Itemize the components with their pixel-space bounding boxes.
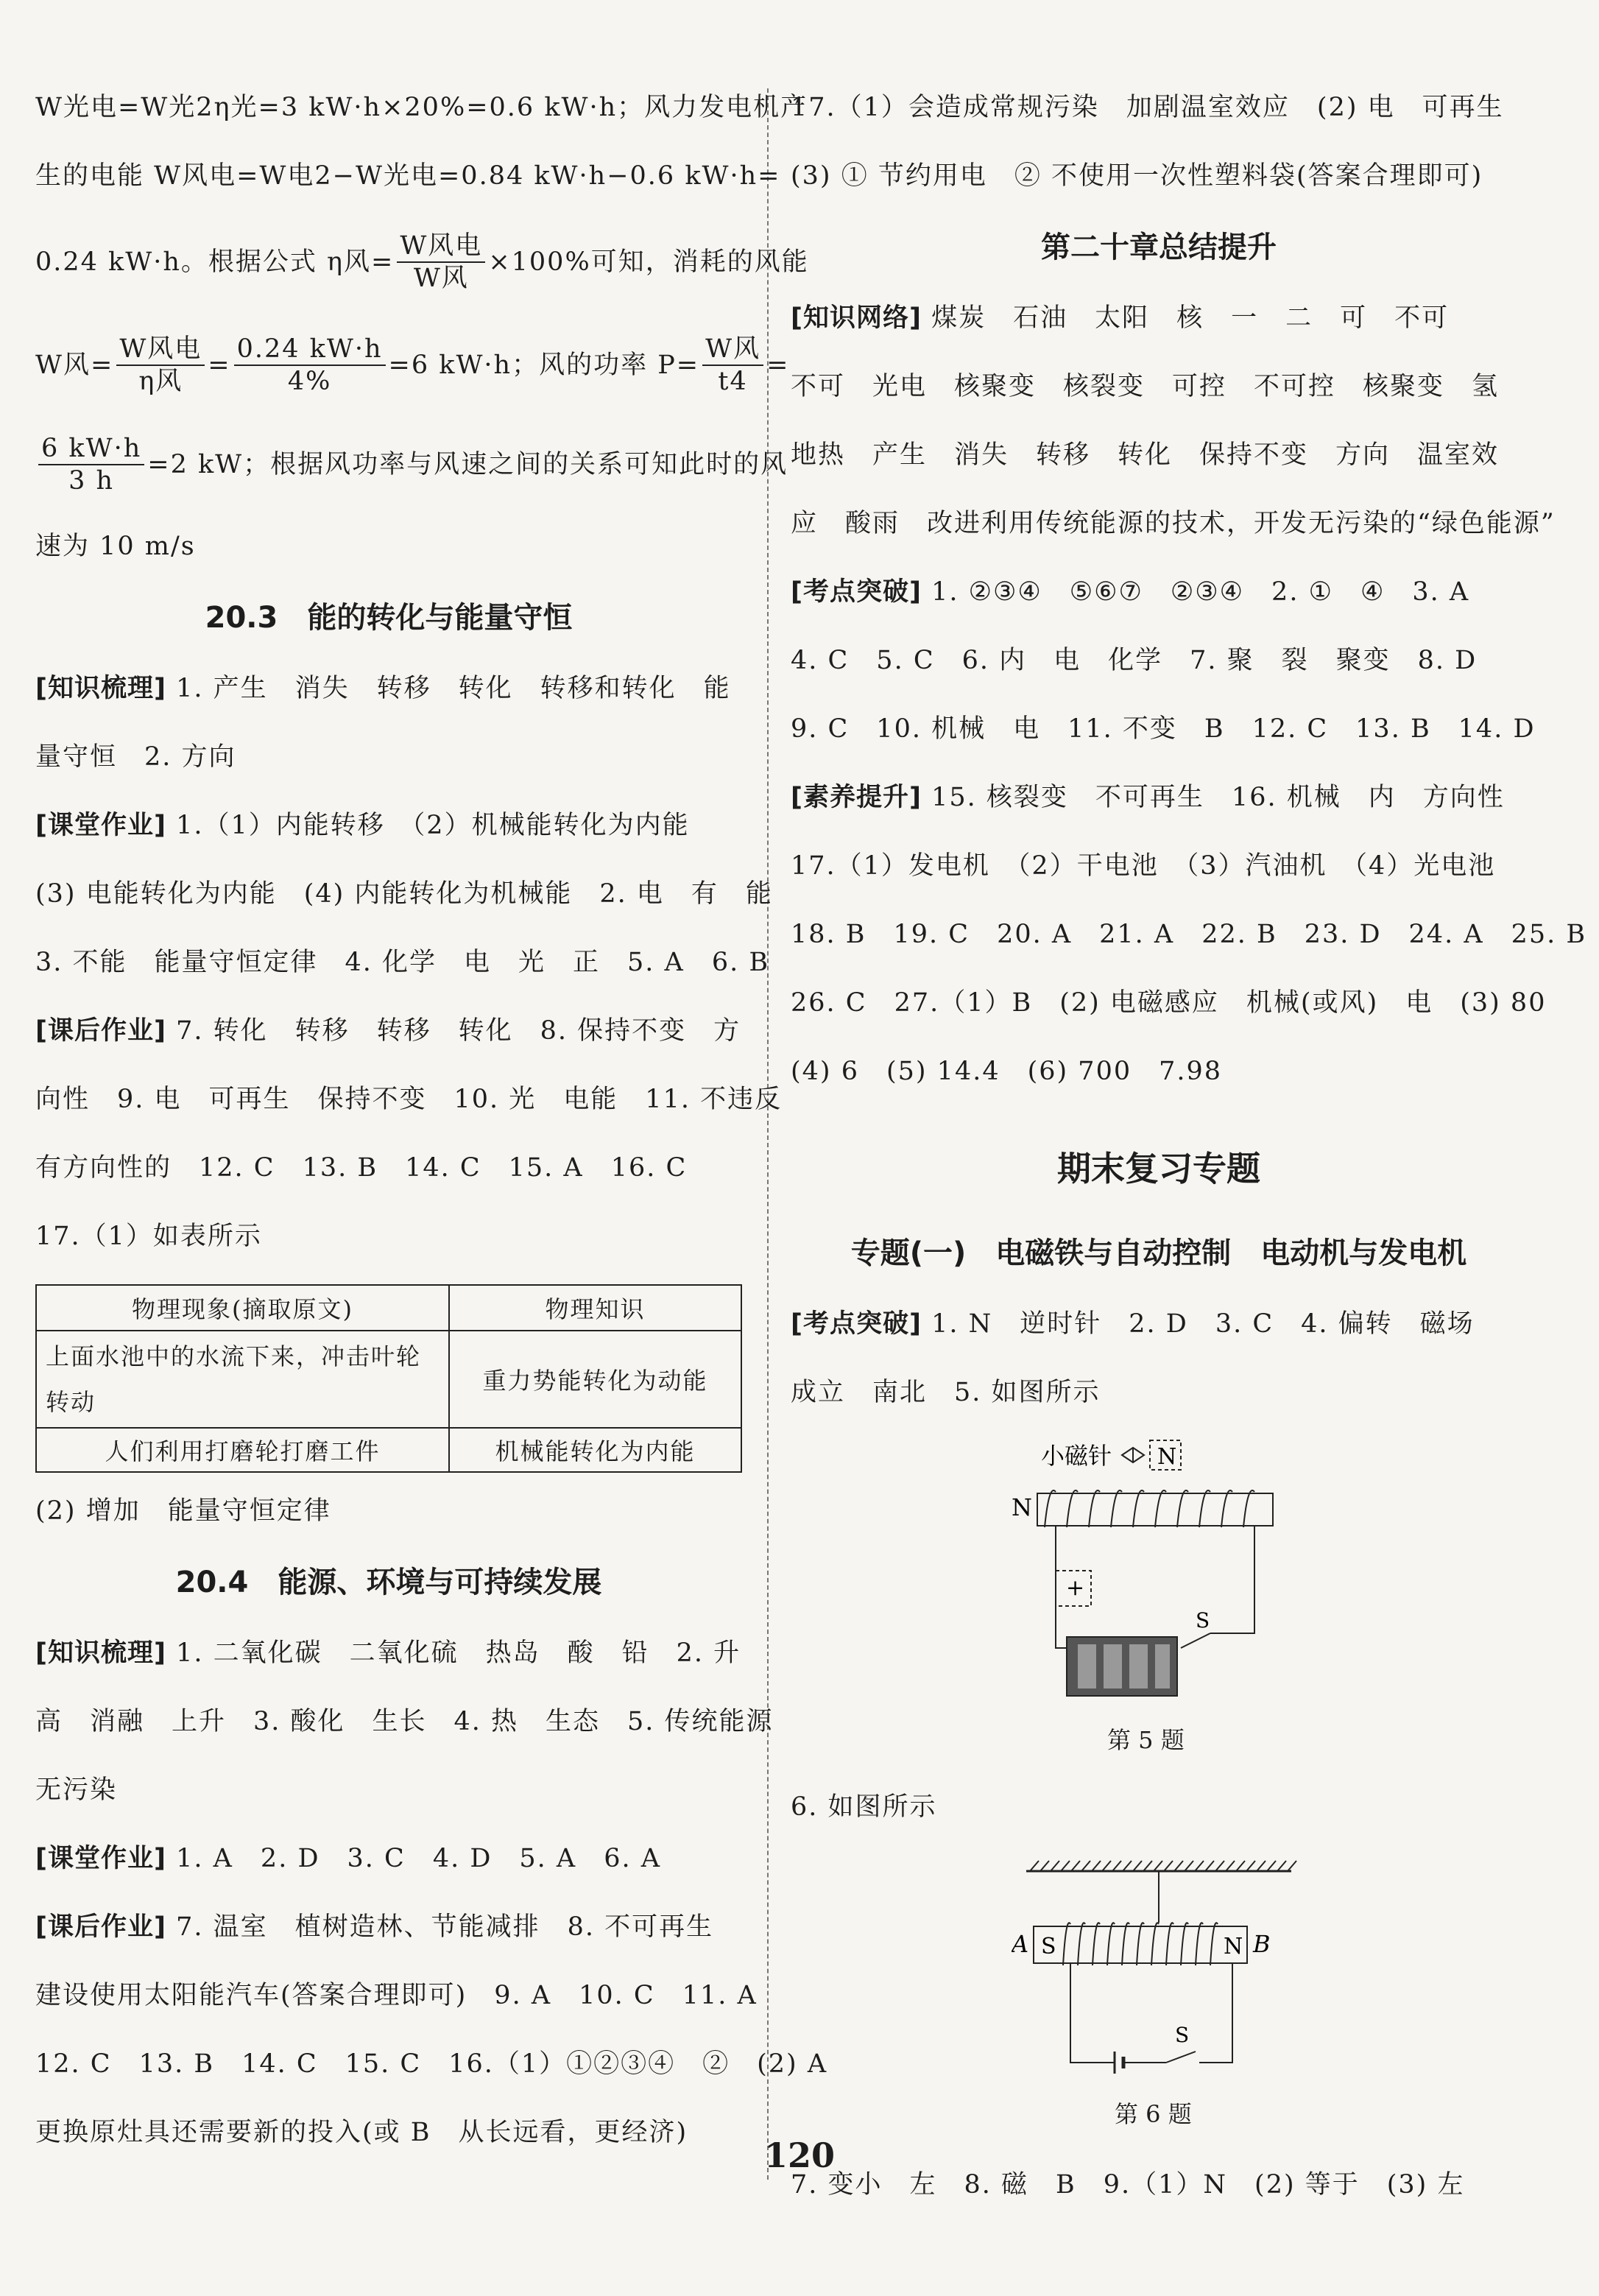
text-line (791, 1290, 1527, 1359)
right-line: 17.（1）会造成常规污染 加剧温室效应 (2) 电 可再生 (791, 93, 1504, 122)
fraction-last (38, 433, 144, 496)
text-line (35, 1202, 742, 1271)
hatch-mark (1257, 1861, 1266, 1871)
answer-text: 9. C 10. 机械 电 11. 不变 B 12. C 13. B 14. D (791, 714, 1536, 744)
battery-cell (1129, 1644, 1148, 1688)
text-line (791, 764, 1527, 832)
text-line (35, 1825, 742, 1893)
calc-text: = (208, 351, 231, 380)
answer-text: 7. 温室 植树造林、节能减排 8. 不可再生 (176, 1912, 714, 1942)
table-cell: 机械能转化为内能 (449, 1428, 741, 1472)
coil-turn (1177, 1490, 1188, 1527)
coil-pole: N (1012, 1493, 1032, 1521)
coil-turn (1089, 1490, 1100, 1527)
answer-text: 成立 南北 5. 如图所示 (791, 1378, 1101, 1407)
section-title-20-3: 20.3 能的转化与能量守恒 (205, 601, 573, 635)
text-line (35, 1134, 742, 1202)
text-line (35, 1962, 758, 2030)
text-line (791, 490, 1556, 558)
text-line (791, 832, 1527, 901)
calc-text: W风= (35, 351, 114, 380)
calc-line-6: 速为 10 m/s (35, 532, 196, 561)
fraction-w2 (234, 334, 386, 397)
text-line (35, 997, 742, 1066)
figure-5-caption: 第 5 题 (1107, 1726, 1185, 1754)
after-table-line: (2) 增加 能量守恒定律 (35, 1496, 331, 1526)
hatch-mark (1061, 1861, 1070, 1871)
table-header: 物理知识 (449, 1285, 741, 1331)
hatch-mark (1195, 1861, 1204, 1871)
coil-turn (1210, 1923, 1218, 1965)
text-line (35, 929, 770, 997)
text-line (35, 723, 742, 792)
wire-right (1210, 1526, 1254, 1633)
answer-text: 3. 不能 能量守恒定律 4. 化学 电 光 正 5. A 6. B (35, 948, 770, 977)
text-line (791, 558, 1527, 627)
hatch-mark (1226, 1861, 1235, 1871)
hatch-mark (1051, 1861, 1059, 1871)
answer-text: 1.（1）内能转移 （2）机械能转化为内能 (176, 811, 690, 840)
section-tag: [知识梳理] (35, 674, 166, 703)
terminal-sign: + (1066, 1575, 1085, 1601)
frac-num: 6 kW·h (38, 433, 144, 465)
coil-turn (1155, 1490, 1166, 1527)
needle-pole: N (1157, 1444, 1177, 1470)
hatch-mark (1288, 1861, 1296, 1871)
hatch-mark (1215, 1861, 1224, 1871)
text-line (791, 627, 1527, 695)
hatch-mark (1277, 1861, 1286, 1871)
calc-line-4 (35, 314, 790, 417)
battery-cell (1155, 1644, 1170, 1688)
answer-text: 更换原灶具还需要新的投入(或 B 从长远看，更经济) (35, 2118, 688, 2147)
wire-left (1070, 1963, 1115, 2063)
left-end-label: A (1012, 1930, 1029, 1958)
coil-turn (1111, 1490, 1122, 1527)
section-tag: [课堂作业] (35, 811, 166, 840)
text-line (791, 901, 1587, 969)
page-number: 120 (763, 2135, 836, 2175)
text-line (35, 860, 773, 929)
topic-1-body (791, 1290, 1527, 1427)
calc-text: =2 kW；根据风功率与风速之间的关系可知此时的风 (147, 450, 788, 479)
text-line (791, 1359, 1527, 1427)
coil-turn (1063, 1923, 1070, 1965)
section-tag: [课后作业] (35, 1016, 166, 1046)
coil-turn (1221, 1490, 1232, 1527)
ceiling-hatch (1030, 1861, 1296, 1871)
left-pole: S (1041, 1934, 1056, 1959)
right-line: (3) ① 节约用电 ② 不使用一次性塑料袋(答案合理即可) (791, 161, 1483, 191)
text-line (35, 2030, 828, 2099)
hatch-mark (1081, 1861, 1090, 1871)
hatch-mark (1030, 1861, 1039, 1871)
fraction-p (702, 334, 763, 397)
text-line (791, 1038, 1527, 1106)
section-tag: [考点突破] (791, 1309, 922, 1339)
text-line (791, 421, 1527, 490)
switch-label: S (1196, 1608, 1210, 1633)
right-end-label: B (1253, 1930, 1271, 1958)
frac-num: W风电 (116, 334, 205, 366)
answer-text: 1. A 2. D 3. C 4. D 5. A 6. A (176, 1844, 661, 1873)
table-cell: 上面水池中的水流下来，冲击叶轮转动 (36, 1331, 449, 1428)
figure-5-diagram (1012, 1434, 1306, 1722)
answer-text: 7. 转化 转移 转移 转化 8. 保持不变 方 (176, 1016, 741, 1046)
text-line (791, 695, 1536, 764)
hatch-mark (1236, 1861, 1245, 1871)
figure-6-intro: 6. 如图所示 (791, 1792, 937, 1822)
text-line (35, 1688, 774, 1756)
chapter-summary-title: 第二十章总结提升 (1041, 230, 1277, 264)
section-tag: [素养提升] (791, 783, 922, 812)
hatch-mark (1123, 1861, 1132, 1871)
coil-turn (1067, 1490, 1078, 1527)
answer-text: 地热 产生 消失 转移 转化 保持不变 方向 温室效 (791, 440, 1500, 470)
answer-text: 量守恒 2. 方向 (35, 742, 236, 772)
calc-line-3 (35, 211, 809, 314)
switch-blade (1166, 2052, 1196, 2063)
answer-text: 1. ②③④ ⑤⑥⑦ ②③④ 2. ① ④ 3. A (931, 577, 1470, 607)
section-20-3-body (35, 655, 783, 1271)
text-line (35, 1893, 742, 1962)
fraction-w1 (116, 334, 205, 397)
coil-turn (1181, 1923, 1188, 1965)
frac-num: 0.24 kW·h (234, 334, 386, 366)
fraction-eta (397, 230, 485, 294)
text-line (791, 284, 1527, 353)
frac-den: η风 (138, 367, 183, 396)
hatch-mark (1112, 1861, 1121, 1871)
frac-den: W风 (413, 264, 469, 293)
chapter-summary-body (791, 284, 1587, 1106)
coil-turn (1122, 1923, 1129, 1965)
topic-1-title: 专题(一) 电磁铁与自动控制 电动机与发电机 (850, 1236, 1467, 1270)
coil-turn (1107, 1923, 1115, 1965)
final-review-title: 期末复习专题 (1057, 1149, 1260, 1189)
answer-text: 有方向性的 12. C 13. B 14. C 15. A 16. C (35, 1153, 688, 1183)
answer-text: 1. 二氧化碳 二氧化硫 热岛 酸 铅 2. 升 (176, 1638, 741, 1668)
table-wrap (35, 1271, 742, 1477)
answer-text: 1. N 逆时针 2. D 3. C 4. 偏转 磁场 (931, 1309, 1475, 1339)
coil-turn (1078, 1923, 1085, 1965)
coil-turn (1243, 1490, 1254, 1527)
coil-turn (1137, 1923, 1144, 1965)
hatch-mark (1164, 1861, 1173, 1871)
answer-text: 12. C 13. B 14. C 15. C 16.（1）①②③④ ② (2) A (35, 2049, 828, 2079)
text-line (791, 969, 1547, 1038)
hatch-mark (1092, 1861, 1101, 1871)
frac-den: t4 (718, 367, 748, 396)
frac-den: 4% (287, 367, 332, 396)
right-bottom-line: 7. 变小 左 8. 磁 B 9.（1）N (2) 等于 (3) 左 (791, 2170, 1465, 2200)
answer-text: 不可 光电 核聚变 核裂变 可控 不可控 核聚变 氢 (791, 372, 1500, 401)
answer-text: 应 酸雨 改进利用传统能源的技术，开发无污染的“绿色能源” (791, 509, 1556, 538)
hatch-mark (1154, 1861, 1162, 1871)
hatch-mark (1246, 1861, 1255, 1871)
hatch-mark (1174, 1861, 1183, 1871)
coil-windings (1045, 1490, 1254, 1527)
answer-text: 17.（1）发电机 （2）干电池 （3）汽油机 （4）光电池 (791, 851, 1496, 881)
battery-cell (1104, 1644, 1122, 1688)
answer-text: 17.（1）如表所示 (35, 1222, 262, 1251)
answer-text: 无污染 (35, 1775, 118, 1805)
switch-label: S (1175, 2023, 1190, 2047)
calc-text: = (766, 351, 790, 380)
answer-text: 高 消融 上升 3. 酸化 生长 4. 热 生态 5. 传统能源 (35, 1707, 774, 1736)
section-tag: [知识梳理] (35, 1638, 166, 1668)
text-line (791, 353, 1527, 421)
calc-text: 0.24 kW·h。根据公式 η风= (35, 247, 395, 277)
answer-text: 1. 产生 消失 转移 转化 转移和转化 能 (176, 674, 731, 703)
wire-left (1056, 1526, 1067, 1648)
hatch-mark (1133, 1861, 1142, 1871)
right-pole: N (1224, 1934, 1243, 1959)
coil-windings (1063, 1923, 1218, 1965)
answer-text: 向性 9. 电 可再生 保持不变 10. 光 电能 11. 不违反 (35, 1085, 783, 1114)
hatch-mark (1102, 1861, 1111, 1871)
figure-6 (791, 1842, 1527, 2151)
physics-table (35, 1284, 742, 1473)
answer-text: 建设使用太阳能汽车(答案合理即可) 9. A 10. C 11. A (35, 1981, 758, 2010)
figure-5 (791, 1427, 1527, 1773)
calc-line-1: W光电=W光2η光=3 kW·h×20%=0.6 kW·h；风力发电机产 (35, 93, 808, 122)
hatch-mark (1205, 1861, 1214, 1871)
table-cell: 人们利用打磨轮打磨工件 (36, 1428, 449, 1472)
right-column (791, 74, 1587, 2219)
answer-text: (4) 6 (5) 14.4 (6) 700 7.98 (791, 1057, 1223, 1086)
hatch-mark (1267, 1861, 1276, 1871)
column-divider (767, 88, 769, 2180)
hatch-mark (1185, 1861, 1193, 1871)
hatch-mark (1143, 1861, 1152, 1871)
text-line (35, 1619, 742, 1688)
frac-num: W风 (702, 334, 763, 366)
text-line (35, 792, 742, 860)
coil-turn (1151, 1923, 1159, 1965)
answer-text: 煤炭 石油 太阳 核 一 二 可 不可 (931, 303, 1450, 333)
answer-text: 15. 核裂变 不可再生 16. 机械 内 方向性 (931, 783, 1505, 812)
answer-text: 18. B 19. C 20. A 21. A 22. B 23. D 24. A 25. B (791, 920, 1587, 949)
table-cell: 重力势能转化为动能 (449, 1331, 741, 1428)
coil-turn (1045, 1490, 1056, 1527)
coil-turn (1199, 1490, 1210, 1527)
figure-6-caption: 第 6 题 (1115, 2100, 1192, 2128)
coil-turn (1093, 1923, 1100, 1965)
frac-num: W风电 (397, 230, 485, 263)
text-line (35, 1066, 783, 1134)
figure-6-diagram (1012, 1842, 1306, 2092)
text-line (35, 655, 742, 723)
section-tag: [考点突破] (791, 577, 922, 607)
section-tag: [课堂作业] (35, 1844, 166, 1873)
wire-right (1199, 1963, 1232, 2063)
coil-turn (1133, 1490, 1144, 1527)
battery-cell (1078, 1644, 1096, 1688)
coil-turn (1196, 1923, 1203, 1965)
calc-text: =6 kW·h；风的功率 P= (388, 351, 700, 380)
switch-blade (1181, 1633, 1210, 1648)
coil-turn (1166, 1923, 1173, 1965)
answer-text: 26. C 27.（1）B (2) 电磁感应 机械(或风) 电 (3) 80 (791, 988, 1547, 1018)
calc-text: ×100%可知，消耗的风能 (488, 247, 809, 277)
calc-line-5 (35, 417, 788, 513)
hatch-mark (1040, 1861, 1049, 1871)
needle-label: 小磁针 (1041, 1442, 1112, 1470)
answer-text: (3) 电能转化为内能 (4) 内能转化为机械能 2. 电 有 能 (35, 879, 773, 909)
hatch-mark (1071, 1861, 1080, 1871)
text-line (35, 1756, 742, 1825)
calc-line-2: 生的电能 W风电=W电2−W光电=0.84 kW·h−0.6 kW·h= (35, 161, 781, 191)
table-header: 物理现象(摘取原文) (36, 1285, 449, 1331)
section-tag: [课后作业] (35, 1912, 166, 1942)
section-title-20-4: 20.4 能源、环境与可持续发展 (175, 1566, 602, 1599)
section-tag: [知识网络] (791, 303, 922, 333)
answer-text: 4. C 5. C 6. 内 电 化学 7. 聚 裂 聚变 8. D (791, 646, 1478, 675)
frac-den: 3 h (68, 466, 115, 496)
